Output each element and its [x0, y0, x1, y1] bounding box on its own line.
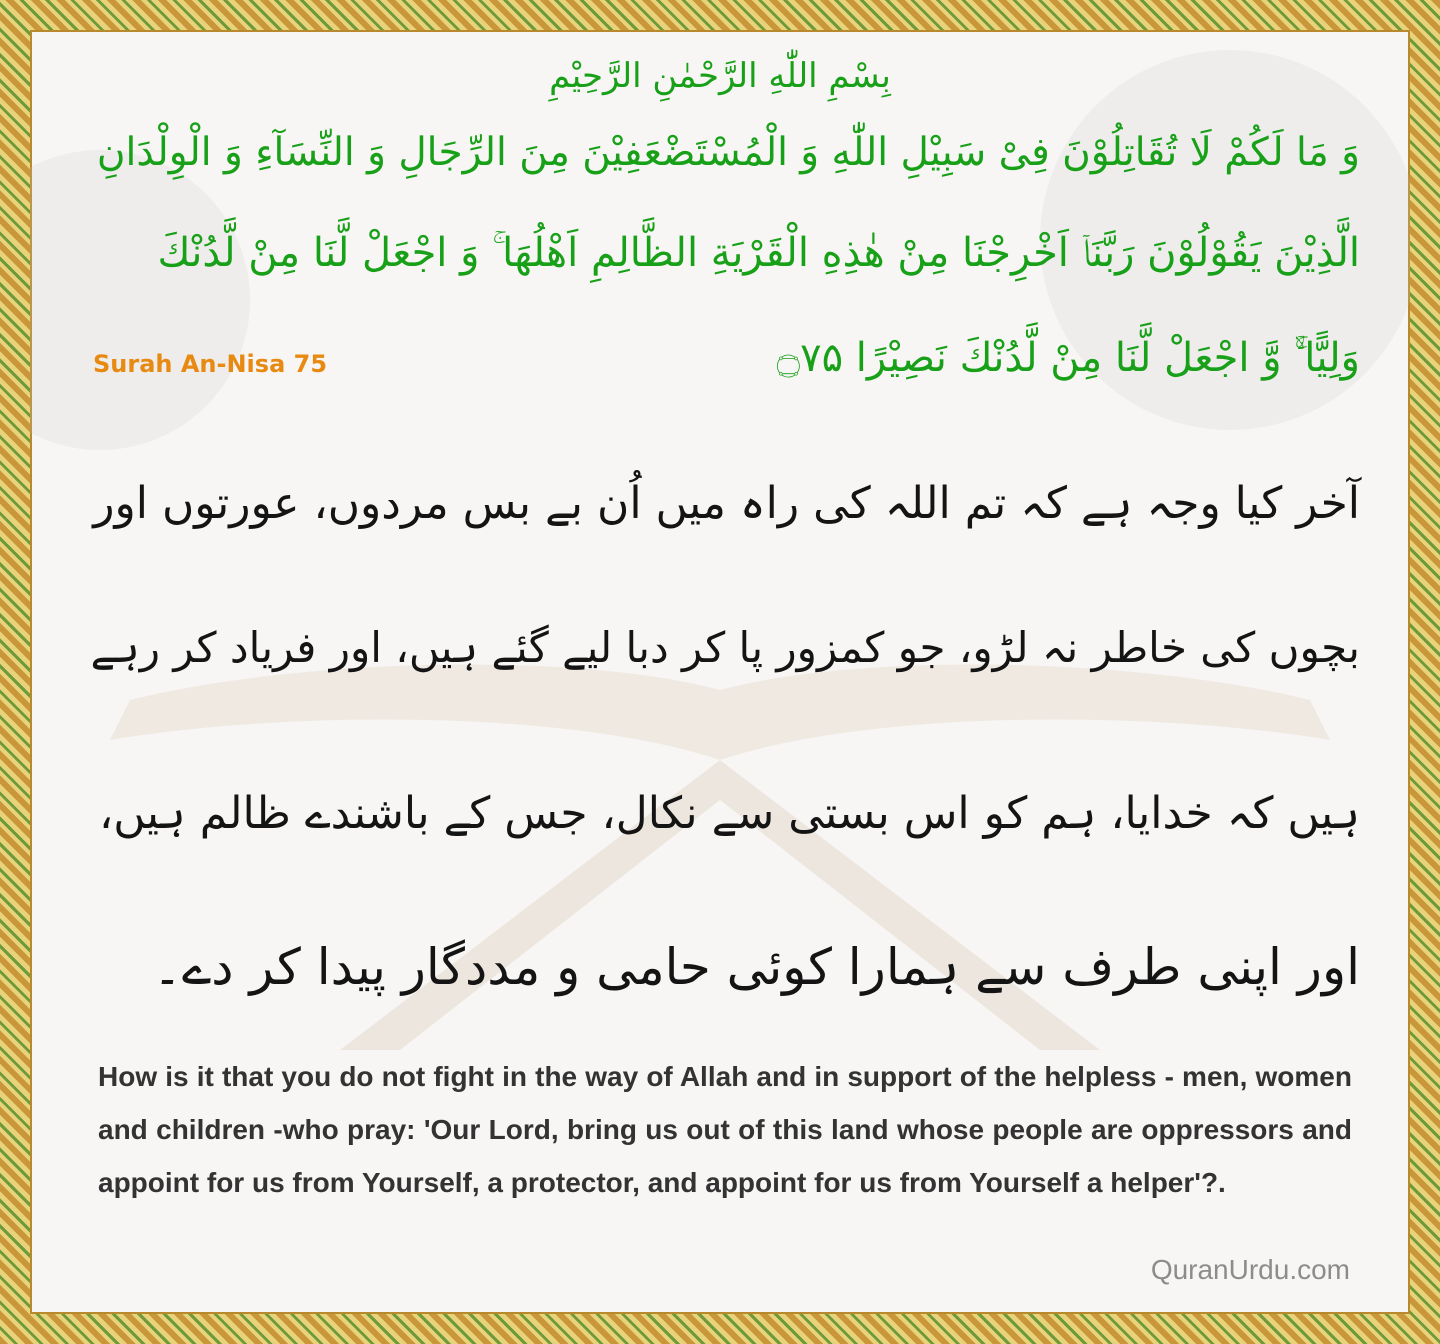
english-translation: How is it that you do not fight in the way of Allah and in support of the helpless - men, women and children -who pray: 'Our Lord, bring us out of this land whose people are oppressors and appoint for us from Yourself, a protector, and appoint for us from Yourself a helper'?.: [98, 1061, 1352, 1198]
content-panel: [30, 30, 1410, 1314]
watermark-shape: [30, 150, 250, 450]
bismillah: بِسْمِ اللّٰهِ الرَّحْمٰنِ الرَّحِیْمِ: [549, 56, 891, 96]
arabic-line-2: الَّذِیْنَ یَقُوْلُوْنَ رَبَّنَاۤ اَخْرِجْنَا مِنْ هٰذِهِ الْقَرْیَةِ الظَّالِمِ اَهْلُهَا ۚ وَ اجْعَلْ لَّنَا مِنْ لَّدُنْكَ: [157, 230, 1360, 276]
arabic-line-1: وَ مَا لَكُمْ لَا تُقَاتِلُوْنَ فِیْ سَبِیْلِ اللّٰهِ وَ الْمُسْتَضْعَفِیْنَ مِنَ الرِّجَالِ وَ النِّسَآءِ وَ الْوِلْدَانِ: [96, 130, 1360, 175]
urdu-line-4: اور اپنی طرف سے ہمارا کوئی حامی و مددگار پیدا کر دے۔: [152, 938, 1360, 996]
urdu-line-1: آخر کیا وجہ ہے کہ تم اللہ کی راہ میں اُن بے بس مردوں، عورتوں اور: [93, 478, 1360, 529]
site-watermark: QuranUrdu.com: [1150, 1254, 1350, 1285]
arabic-line-3: وَلِیًّا ۙۚ وَّ اجْعَلْ لَّنَا مِنْ لَّدُنْكَ نَصِیْرًا ۝۷۵: [776, 335, 1360, 381]
surah-reference: Surah An-Nisa 75: [93, 350, 328, 378]
urdu-line-2: بچوں کی خاطر نہ لڑو، جو کمزور پا کر دبا لیے گئے ہیں، اور فریاد کر رہے: [90, 623, 1360, 672]
urdu-line-3: ہیں کہ خدایا، ہم کو اس بستی سے نکال، جس کے باشندے ظالم ہیں،: [99, 788, 1360, 839]
